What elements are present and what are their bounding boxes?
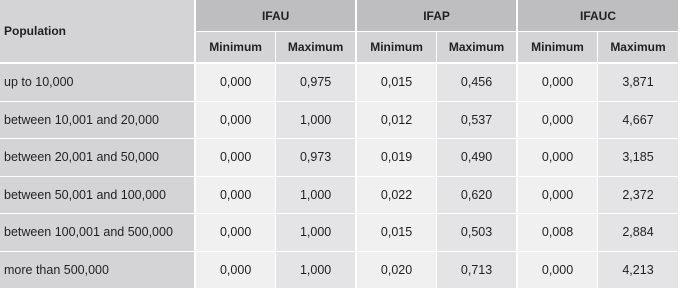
table-row <box>0 64 678 101</box>
table-cell: 0,008 <box>517 214 597 252</box>
table-cell: 0,000 <box>517 139 597 177</box>
table-cell: 0,503 <box>437 214 517 252</box>
table-cell: 0,000 <box>195 176 275 214</box>
table-cell: 0,973 <box>276 139 356 177</box>
table-cell: 0,015 <box>356 214 436 252</box>
table-cell: 0,490 <box>437 139 517 177</box>
table-cell: 0,000 <box>517 64 597 101</box>
table-row <box>0 214 678 252</box>
table-cell: 0,000 <box>195 139 275 177</box>
table-cell: 0,000 <box>195 214 275 252</box>
table-cell: 0,000 <box>195 101 275 139</box>
table-cell: 0,000 <box>195 64 275 101</box>
group-header-ifau: IFAU <box>195 0 356 32</box>
table-row <box>0 139 678 177</box>
table-cell: 0,022 <box>356 176 436 214</box>
table-cell: 0,015 <box>356 64 436 101</box>
table-cell: 0,000 <box>517 101 597 139</box>
table-cell: 0,620 <box>437 176 517 214</box>
group-header-ifap: IFAP <box>356 0 517 32</box>
table-cell: 0,000 <box>195 251 275 289</box>
group-header-ifauc: IFAUC <box>517 0 678 32</box>
sub-header-ifau-minimum: Minimum <box>195 32 275 63</box>
table-cell: 0,020 <box>356 251 436 289</box>
table-row <box>0 176 678 214</box>
row-label: between 100,001 and 500,000 <box>0 214 195 252</box>
table-cell: 0,000 <box>517 176 597 214</box>
table-cell: 2,884 <box>598 214 679 252</box>
table-row <box>0 101 678 139</box>
sub-header-ifap-minimum: Minimum <box>356 32 436 63</box>
table-cell: 0,012 <box>356 101 436 139</box>
table-cell: 0,975 <box>276 64 356 101</box>
row-label: between 10,001 and 20,000 <box>0 101 195 139</box>
table-cell: 4,667 <box>598 101 679 139</box>
row-label: between 20,001 and 50,000 <box>0 139 195 177</box>
sub-header-ifau-maximum: Maximum <box>276 32 356 63</box>
table-cell: 1,000 <box>276 176 356 214</box>
row-label: up to 10,000 <box>0 64 195 101</box>
table-cell: 0,019 <box>356 139 436 177</box>
table-cell: 4,213 <box>598 251 679 289</box>
table-cell: 1,000 <box>276 214 356 252</box>
table-row <box>0 251 678 289</box>
table-cell: 0,537 <box>437 101 517 139</box>
table-cell: 0,456 <box>437 64 517 101</box>
sub-header-ifap-maximum: Maximum <box>437 32 517 63</box>
table-cell: 2,372 <box>598 176 679 214</box>
table-cell: 0,713 <box>437 251 517 289</box>
population-header: Population <box>0 0 195 62</box>
table-cell: 3,871 <box>598 64 679 101</box>
table-cell: 3,185 <box>598 139 679 177</box>
table-cell: 0,000 <box>517 251 597 289</box>
sub-header-ifauc-minimum: Minimum <box>517 32 597 63</box>
row-label: between 50,001 and 100,000 <box>0 176 195 214</box>
sub-header-ifauc-maximum: Maximum <box>598 32 679 63</box>
row-label: more than 500,000 <box>0 251 195 289</box>
table-cell: 1,000 <box>276 251 356 289</box>
table-cell: 1,000 <box>276 101 356 139</box>
